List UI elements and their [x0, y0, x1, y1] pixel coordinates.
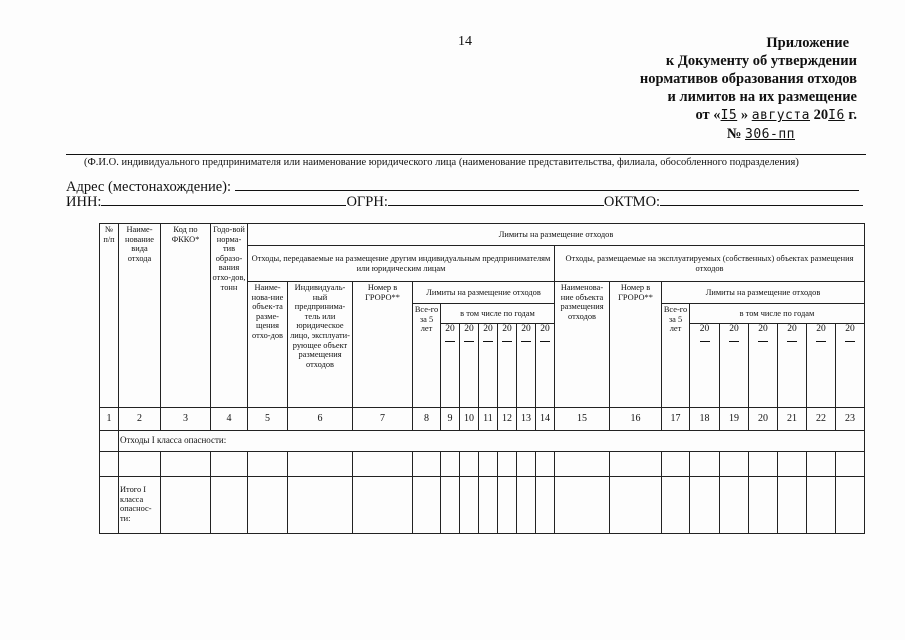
appendix-date: [557, 106, 857, 125]
header-other-by-years: в том числе по годам: [441, 304, 555, 324]
column-number: 20: [749, 408, 778, 431]
table-row: [100, 452, 865, 477]
inn-field[interactable]: [101, 193, 346, 206]
column-number: 6: [288, 408, 353, 431]
inn-label: ИНН:: [66, 194, 102, 210]
header-other-object-name: Наиме-нова-ние объек-та разме-щения отхо-дов: [248, 282, 288, 408]
header-own-object-name: Наименова-ние объекта размещения отходов: [555, 282, 610, 408]
header-other-entity: Индивидуаль-ный предпринима-тель или юридическое лицо, эксплуати-рующее объект размещения отходов: [288, 282, 353, 408]
fio-caption: (Ф.И.О. индивидуального предпринимателя или наименование юридического лица (наименование представительства, филиала, обособленного подразделения): [84, 157, 799, 168]
class1-section-label: Отходы I класса опасности:: [119, 431, 865, 452]
column-number: 7: [353, 408, 413, 431]
date-year-prefix: 20: [813, 107, 829, 123]
column-number: 10: [460, 408, 479, 431]
header-other-total: Все-го за 5 лет: [413, 304, 441, 408]
year-cell: 20: [536, 324, 555, 408]
column-number: 16: [610, 408, 662, 431]
year-cell: 20: [517, 324, 536, 408]
column-number: 14: [536, 408, 555, 431]
appendix-line-4: и лимитов на их размещение: [667, 89, 857, 105]
column-numbers-row: [100, 408, 865, 431]
ids-row: [66, 193, 863, 211]
header-other-groro: Номер в ГРОРО**: [353, 282, 413, 408]
appendix-number: [557, 125, 857, 144]
year-cell: 20: [720, 324, 749, 408]
total-class1-label: Итого I класса опаснос-ти:: [119, 477, 161, 534]
waste-limits-table: [99, 223, 865, 534]
header-own-total: Все-го за 5 лет: [662, 304, 690, 408]
header-fkko-code: Код по ФККО*: [161, 224, 211, 408]
year-cell: 20: [749, 324, 778, 408]
header-annual-norm: Годо-вой норма-тив образо-вания отхо-дов, тонн: [211, 224, 248, 408]
header-waste-name: Наиме-нование вида отхода: [119, 224, 161, 408]
header-own-groro: Номер в ГРОРО**: [610, 282, 662, 408]
column-number: 1: [100, 408, 119, 431]
column-number: 18: [690, 408, 720, 431]
column-number: 21: [778, 408, 807, 431]
column-number: 19: [720, 408, 749, 431]
year-cell: 20: [836, 324, 865, 408]
column-number: 22: [807, 408, 836, 431]
number-prefix: №: [726, 126, 742, 142]
oktmo-field[interactable]: [660, 193, 863, 206]
oktmo-label: ОКТМО:: [603, 194, 661, 210]
column-number: 15: [555, 408, 610, 431]
header-other-limits: Лимиты на размещение отходов: [413, 282, 555, 304]
column-number: 23: [836, 408, 865, 431]
year-cell: 20: [441, 324, 460, 408]
total-row: [100, 477, 865, 534]
date-suffix: г.: [848, 107, 857, 123]
page-number: 14: [458, 34, 472, 49]
header-group-own: Отходы, размещаемые на эксплуатируемых (собственных) объектах размещения отходов: [555, 246, 865, 282]
appendix-line-2: к Документу об утверждении: [665, 53, 857, 69]
column-number: 13: [517, 408, 536, 431]
header-own-limits: Лимиты на размещение отходов: [662, 282, 865, 304]
appendix-line-3: нормативов образования отходов: [639, 71, 857, 87]
year-cell: 20: [807, 324, 836, 408]
date-prefix: от «: [695, 107, 721, 123]
header-no: № п/п: [100, 224, 119, 408]
header-group-other: Отходы, передаваемые на размещение другим индивидуальным предпринимателям или юридическим лицам: [248, 246, 555, 282]
column-number: 3: [161, 408, 211, 431]
year-cell: 20: [460, 324, 479, 408]
header-limits: Лимиты на размещение отходов: [248, 224, 865, 246]
empty-cell[interactable]: [100, 431, 119, 452]
column-number: 17: [662, 408, 690, 431]
number-value: 306-пп: [745, 127, 795, 142]
column-number: 12: [498, 408, 517, 431]
column-number: 9: [441, 408, 460, 431]
date-month: августа: [751, 108, 811, 123]
address-field[interactable]: [235, 178, 859, 191]
ogrn-label: ОГРН:: [346, 194, 388, 210]
year-cell: 20: [479, 324, 498, 408]
address-label: Адрес (местонахождение):: [66, 179, 232, 195]
header-own-by-years: в том числе по годам: [690, 304, 865, 324]
year-cell: 20: [778, 324, 807, 408]
column-number: 8: [413, 408, 441, 431]
appendix-title: Приложение: [766, 35, 849, 51]
ogrn-field[interactable]: [388, 193, 604, 206]
date-day: I5: [720, 108, 738, 123]
column-number: 4: [211, 408, 248, 431]
fio-underline: [66, 154, 866, 155]
year-cell: 20: [690, 324, 720, 408]
date-year: I6: [828, 108, 845, 123]
column-number: 5: [248, 408, 288, 431]
appendix-block: [557, 34, 857, 144]
year-cell: 20: [498, 324, 517, 408]
column-number: 2: [119, 408, 161, 431]
date-mid: »: [740, 107, 749, 123]
column-number: 11: [479, 408, 498, 431]
